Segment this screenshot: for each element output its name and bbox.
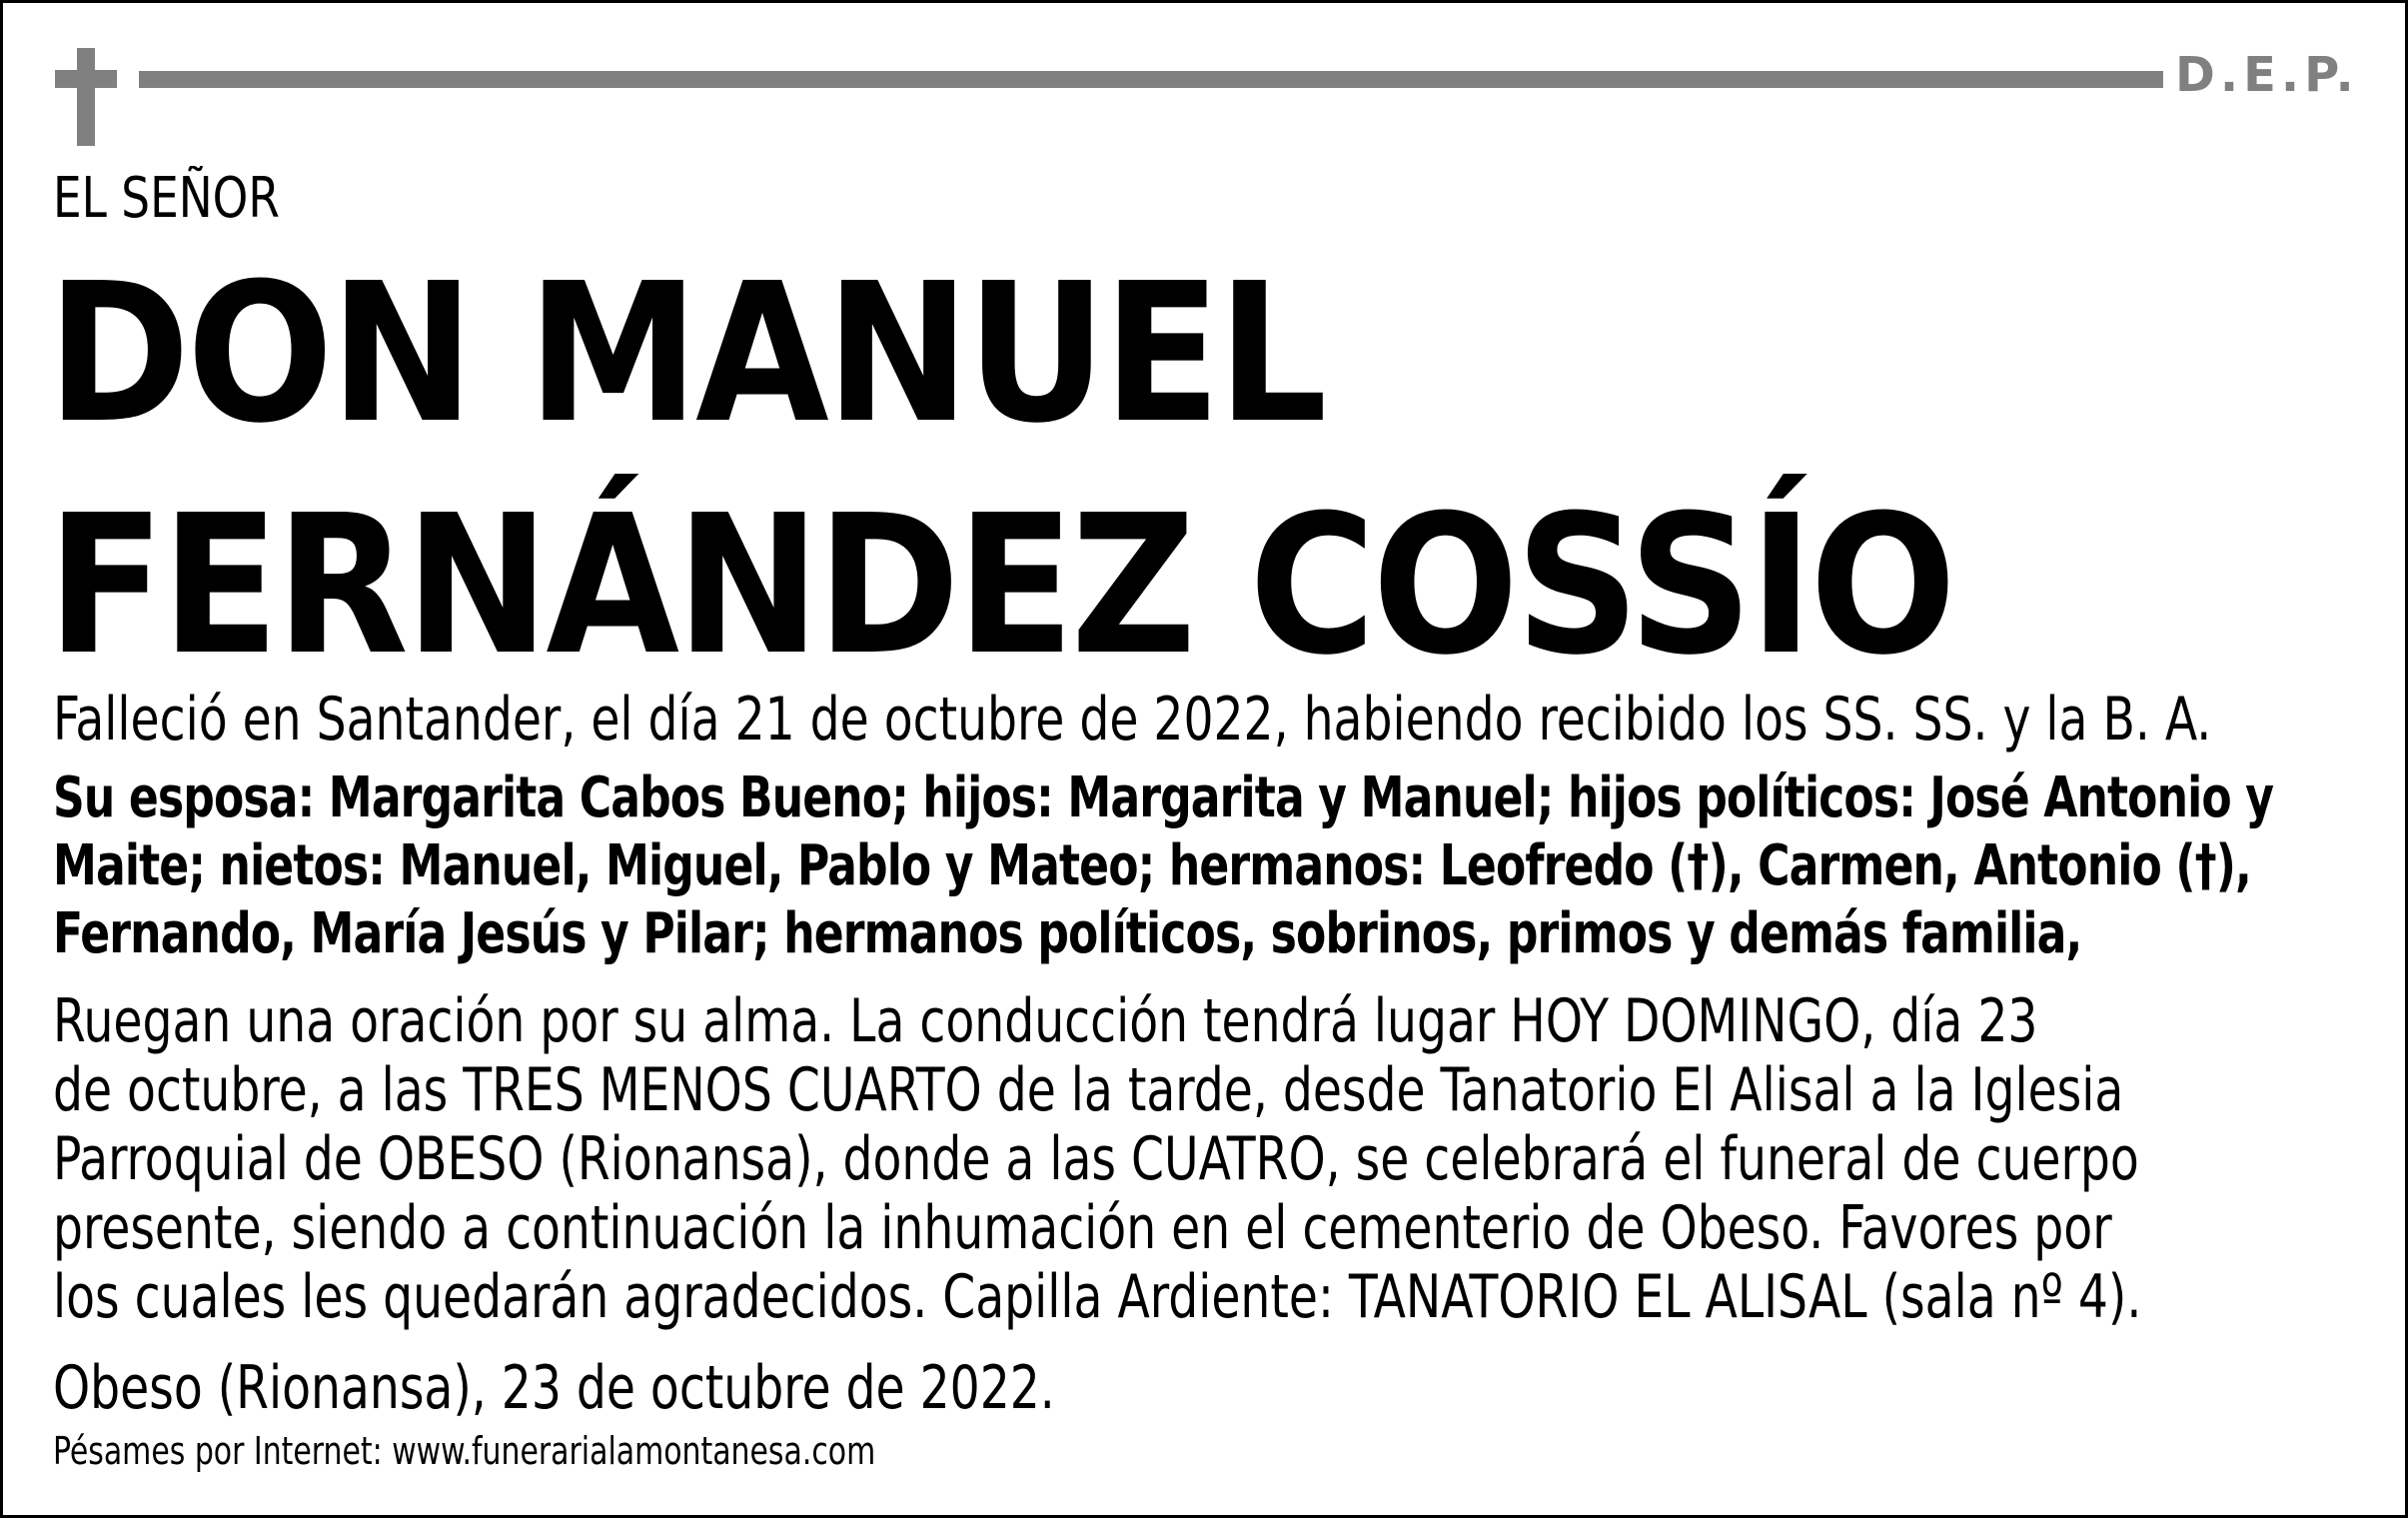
header-rule [139, 71, 2163, 88]
family-line: Fernando, María Jesús y Pilar; hermanos políticos, sobrinos, primos y demás familia, [53, 901, 2082, 966]
funeral-details [53, 987, 2361, 1332]
condolences-text: Pésames por Internet: www.funerarialamontanesa.com [53, 1429, 876, 1473]
place-and-date [53, 1354, 2361, 1423]
deceased-name-line1: DON MANUEL [47, 243, 1324, 466]
place-and-date-text: Obeso (Rionansa), 23 de octubre de 2022. [53, 1353, 1055, 1423]
funeral-details-line: Ruegan una oración por su alma. La conducción tendrá lugar HOY DOMINGO, día 23 [53, 986, 2038, 1056]
funeral-details-line: los cuales les quedarán agradecidos. Capilla Ardiente: TANATORIO EL ALISAL (sala nº 4). [53, 1262, 2142, 1332]
latin-cross-icon [55, 48, 117, 146]
funeral-details-line: de octubre, a las TRES MENOS CUARTO de la tarde, desde Tanatorio El Alisal a la Iglesia [53, 1055, 2124, 1125]
death-notice [53, 686, 2361, 755]
funeral-details-line: Parroquial de OBESO (Rionansa), donde a las CUATRO, se celebrará el funeral de cuerpo [53, 1124, 2139, 1194]
deceased-name-line2: FERNÁNDEZ COSSÍO [47, 475, 1953, 698]
funeral-details-line: presente, siendo a continuación la inhumación en el cementerio de Obeso. Favores por [53, 1193, 2112, 1263]
condolences-link [53, 1427, 2361, 1475]
family-list [53, 764, 2361, 968]
family-line: Maite; nietos: Manuel, Miguel, Pablo y Mateo; hermanos: Leofredo (†), Carmen, Antonio (†), [53, 833, 2251, 898]
death-notice-text: Falleció en Santander, el día 21 de octubre de 2022, habiendo recibido los SS. SS. y la B. A. [53, 685, 2212, 755]
dep-label: D.E.P. [2175, 47, 2359, 103]
family-line: Su esposa: Margarita Cabos Bueno; hijos: Margarita y Manuel; hijos políticos: José Antonio y [53, 765, 2274, 830]
honorific-title: EL SEÑOR [53, 166, 280, 231]
